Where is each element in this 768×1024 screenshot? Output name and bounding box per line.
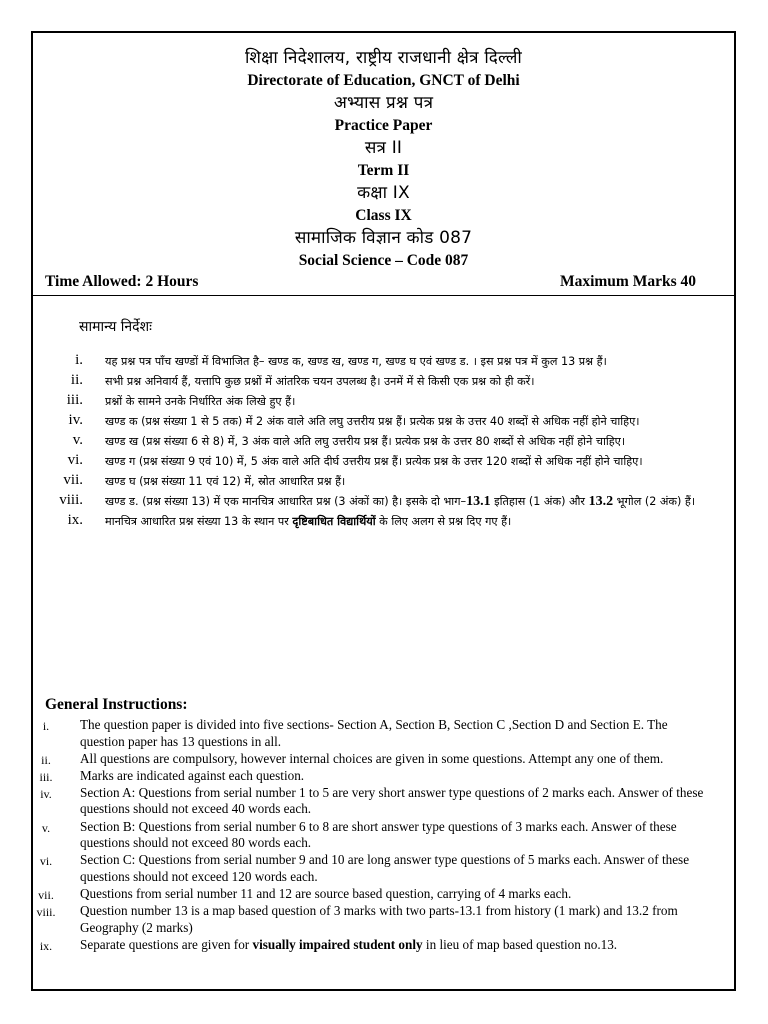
item-text-emphasis: दृष्टिबाधित विद्यार्थियों [292, 515, 376, 528]
item-text: All questions are compulsory, however internal choices are given in some questions. Attempt any one of them. [80, 750, 664, 766]
header-hindi-subject: सामाजिक विज्ञान कोड 087 [294, 228, 473, 248]
item-text-part: भूगोल (2 अंक) हैं। [613, 495, 696, 508]
general-instruction-item [33, 717, 713, 750]
item-number: ii. [70, 372, 83, 388]
item-text: Marks are indicated against each question. [80, 767, 305, 783]
hindi-instruction-item [41, 433, 726, 450]
hindi-instructions-heading: सामान्य निर्देशः [79, 319, 152, 335]
item-text: प्रश्नों के सामने उनके निर्धारित अंक लिखे हुए हैं। [105, 395, 296, 408]
item-text: यह प्रश्न पत्र पाँच खण्डों में विभाजित है– खण्ड क, खण्ड ख, खण्ड ग, खण्ड घ एवं खण्ड ड. । इस प्रश्न पत्र में कुल 13 प्रश्न हैं। [105, 355, 607, 368]
item-number: vii. [63, 472, 83, 488]
hindi-instruction-item [41, 513, 726, 530]
general-instruction-item [33, 886, 713, 903]
exam-meta-row [45, 273, 696, 291]
header-english-paper-type: Practice Paper [334, 117, 433, 134]
hindi-instructions-list [41, 353, 726, 533]
hindi-instruction-item [41, 353, 726, 370]
general-instructions-heading: General Instructions: [45, 696, 188, 713]
header-hindi-paper-type: अभ्यास प्रश्न पत्र [333, 93, 434, 113]
item-number: i. [42, 719, 50, 733]
item-number: viii. [59, 492, 83, 508]
item-text: खण्ड क (प्रश्न संख्या 1 से 5 तक) में 2 अंक वाले अति लघु उत्तरीय प्रश्न हैं। प्रत्येक प्रश्न के उत्तर 40 शब्दों से अधिक नहीं होने चाहिए। [105, 415, 640, 428]
item-text-part: खण्ड ड. (प्रश्न संख्या 13) में एक मानचित्र आधारित प्रश्न (3 अंकों का) है। इसके दो भाग– [105, 495, 467, 508]
page-frame [31, 31, 736, 991]
item-text-part: के लिए अलग से प्रश्न दिए गए हैं। [375, 515, 512, 528]
item-number: vi. [39, 854, 53, 869]
item-number: v. [41, 820, 51, 835]
header-divider [33, 295, 734, 296]
item-text: Question number 13 is a map based question of 3 marks with two parts-13.1 from history (1 mark) and 13.2 from Geography (2 marks) [80, 903, 678, 935]
hindi-instruction-item [41, 393, 726, 410]
item-number: vii. [38, 887, 54, 902]
item-number: iv. [40, 786, 52, 801]
hindi-instruction-item [41, 413, 726, 430]
item-text-part: in lieu of map based question no.13. [422, 936, 618, 952]
maximum-marks: Maximum Marks 40 [559, 273, 696, 290]
item-text: Section B: Questions from serial number 6 to 8 are short answer type questions of 3 marks each. Answer of these questions should not exceed 80 words each. [80, 818, 677, 851]
general-instruction-item [33, 751, 713, 768]
item-number: viii. [36, 905, 56, 920]
item-text-emphasis: 13.1 [466, 494, 491, 509]
hindi-instruction-item [41, 373, 726, 390]
general-instruction-item [33, 819, 713, 852]
item-text-emphasis: visually impaired student only [252, 936, 423, 952]
general-instruction-item [33, 785, 713, 818]
item-number: ix. [39, 938, 53, 953]
item-number: ix. [67, 512, 83, 528]
item-text: सभी प्रश्न अनिवार्य हैं, यत्तापि कुछ प्रश्नों में आंतरिक चयन उपलब्ध है। उनमें में से किसी एक प्रश्न को ही करें। [105, 375, 535, 388]
general-instruction-item [33, 768, 713, 785]
header-hindi-class: कक्षा IX [357, 183, 410, 203]
item-number: i. [75, 352, 83, 368]
item-number: ii. [41, 752, 51, 767]
item-text-part: इतिहास (1 अंक) और [490, 495, 589, 508]
item-number: vi. [67, 452, 83, 468]
item-text-part: Separate questions are given for [80, 936, 253, 952]
item-number: iii. [66, 392, 83, 408]
item-text: खण्ड ग (प्रश्न संख्या 9 एवं 10) में, 5 अंक वाले अति दीर्घ उत्तरीय प्रश्न हैं। प्रत्येक प्रश्न के उत्तर 120 शब्दों से अधिक नहीं होने चाहिए। [105, 455, 643, 468]
header-hindi-directorate: शिक्षा निदेशालय, राष्ट्रीय राजधानी क्षेत्र दिल्ली [244, 48, 522, 68]
item-text: खण्ड घ (प्रश्न संख्या 11 एवं 12) में, स्रोत आधारित प्रश्न हैं। [105, 475, 346, 488]
general-instruction-item [33, 852, 713, 885]
general-instruction-item [33, 937, 713, 954]
header-english-class: Class IX [355, 207, 412, 224]
header-english-subject: Social Science – Code 087 [298, 252, 469, 269]
item-text-emphasis: 13.2 [588, 494, 614, 509]
document-header [33, 47, 734, 272]
item-number: iv. [68, 412, 83, 428]
hindi-instruction-item [41, 473, 726, 490]
item-text: खण्ड ख (प्रश्न संख्या 6 से 8) में, 3 अंक वाले अति लघु उत्तरीय प्रश्न हैं। प्रत्येक प्रश्न के उत्तर 80 शब्दों से अधिक नहीं होने चाहिए। [105, 435, 626, 448]
hindi-instruction-item [41, 453, 726, 470]
header-english-directorate: Directorate of Education, GNCT of Delhi [247, 72, 520, 89]
general-instructions-list [33, 717, 713, 954]
general-instruction-item [33, 903, 713, 936]
item-text: Section A: Questions from serial number 1 to 5 are very short answer type questions of 2 marks each. Answer of these questions should not exceed 40 words each. [80, 784, 704, 817]
header-english-term: Term II [357, 162, 410, 179]
header-hindi-term: सत्र II [364, 138, 403, 158]
item-number: iii. [39, 769, 53, 784]
item-text-part: मानचित्र आधारित प्रश्न संख्या 13 के स्थान पर [105, 515, 293, 528]
item-number: v. [72, 432, 83, 448]
item-text: Questions from serial number 11 and 12 are source based question, carrying of 4 marks each. [80, 885, 572, 901]
item-text: Section C: Questions from serial number 9 and 10 are long answer type questions of 5 marks each. Answer of these questions should not exceed 120 words each. [80, 852, 690, 884]
hindi-instruction-item [41, 493, 726, 510]
item-text: The question paper is divided into five sections- Section A, Section B, Section C ,Section D and Section E. The question paper has 13 questions in all. [80, 717, 668, 749]
time-allowed: Time Allowed: 2 Hours [45, 273, 199, 290]
